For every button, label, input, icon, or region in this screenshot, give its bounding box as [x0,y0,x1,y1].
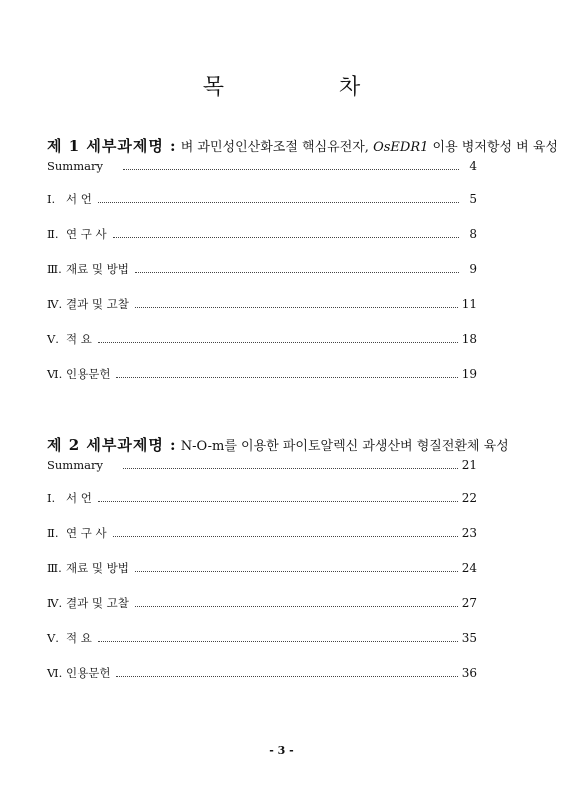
entry-label: 연 구 사 [66,526,107,540]
entry-page: 4 [469,159,477,173]
entry-page: 27 [461,596,477,610]
entry-page: 36 [461,666,477,680]
dot-leader [113,535,458,537]
toc-entry[interactable] [47,227,477,241]
section-title-italic: OsEDR1 [373,140,429,155]
dot-leader [116,376,457,378]
entry-label: Summary [47,458,103,472]
toc-entry[interactable] [47,192,477,206]
roman-numeral: Ⅴ. [47,631,59,645]
toc-entry[interactable] [47,631,477,645]
dot-leader [113,236,459,238]
page-number: - 3 - [269,744,294,757]
toc-entry[interactable] [47,596,477,610]
dot-leader [98,341,458,343]
roman-numeral: Ⅳ. [47,596,63,610]
entry-page: 5 [469,192,477,206]
toc-entry[interactable] [47,367,477,381]
section-prefix: 제 1 세부과제명 : [47,137,177,155]
dot-leader [135,306,458,308]
entry-label: 적 요 [66,631,92,645]
entry-label: 적 요 [66,332,92,346]
entry-page: 11 [461,297,477,311]
entry-page: 22 [461,491,477,505]
section-prefix: 제 2 세부과제명 : [47,436,177,454]
roman-numeral: Ⅰ. [47,491,56,505]
entry-page: 21 [461,458,477,472]
toc-entry-summary[interactable] [47,458,477,472]
dot-leader [98,500,458,502]
dot-leader [123,168,459,170]
entry-label: 인용문헌 [66,666,111,680]
dot-leader [135,605,458,607]
entry-page: 24 [461,561,477,575]
entry-label: 재료 및 방법 [66,262,129,276]
entry-page: 8 [469,227,477,241]
roman-numeral: Ⅰ. [47,192,56,206]
dot-leader [116,675,457,677]
entry-label: Summary [47,159,103,173]
toc-entry-summary[interactable] [47,159,477,173]
dot-leader [123,467,458,469]
entry-page: 23 [461,526,477,540]
toc-entry[interactable] [47,297,477,311]
toc-entry[interactable] [47,262,477,276]
roman-numeral: Ⅵ. [47,666,63,680]
entry-label: 인용문헌 [66,367,111,381]
roman-numeral: Ⅵ. [47,367,63,381]
section-title-rest: 이용 병저항성 벼 육성 [428,140,558,155]
roman-numeral: Ⅱ. [47,526,59,540]
entry-page: 9 [469,262,477,276]
roman-numeral: Ⅲ. [47,561,62,575]
toc-entry[interactable] [47,561,477,575]
toc-entry[interactable] [47,526,477,540]
dot-leader [135,570,458,572]
dot-leader [98,640,458,642]
entry-page: 18 [461,332,477,346]
entry-label: 서 언 [66,491,92,505]
entry-page: 35 [461,631,477,645]
section-title: N-O-m를 이용한 파이토알렉신 과생산벼 형질전환체 육성 [180,439,509,454]
roman-numeral: Ⅴ. [47,332,59,346]
dot-leader [98,201,459,203]
entry-label: 결과 및 고찰 [66,297,129,311]
toc-section-2 [47,436,509,680]
toc-entry[interactable] [47,666,477,680]
roman-numeral: Ⅳ. [47,297,63,311]
toc-entry[interactable] [47,332,477,346]
page-title: 목 차 [202,75,415,100]
entry-label: 재료 및 방법 [66,561,129,575]
toc-section-1 [47,137,558,381]
entry-label: 결과 및 고찰 [66,596,129,610]
entry-label: 연 구 사 [66,227,107,241]
dot-leader [135,271,459,273]
roman-numeral: Ⅱ. [47,227,59,241]
toc-entry[interactable] [47,491,477,505]
roman-numeral: Ⅲ. [47,262,62,276]
entry-label: 서 언 [66,192,92,206]
section-heading [47,436,509,454]
section-title: 벼 과민성인산화조절 핵심유전자, [180,140,374,155]
entry-page: 19 [461,367,477,381]
section-heading [47,137,558,155]
